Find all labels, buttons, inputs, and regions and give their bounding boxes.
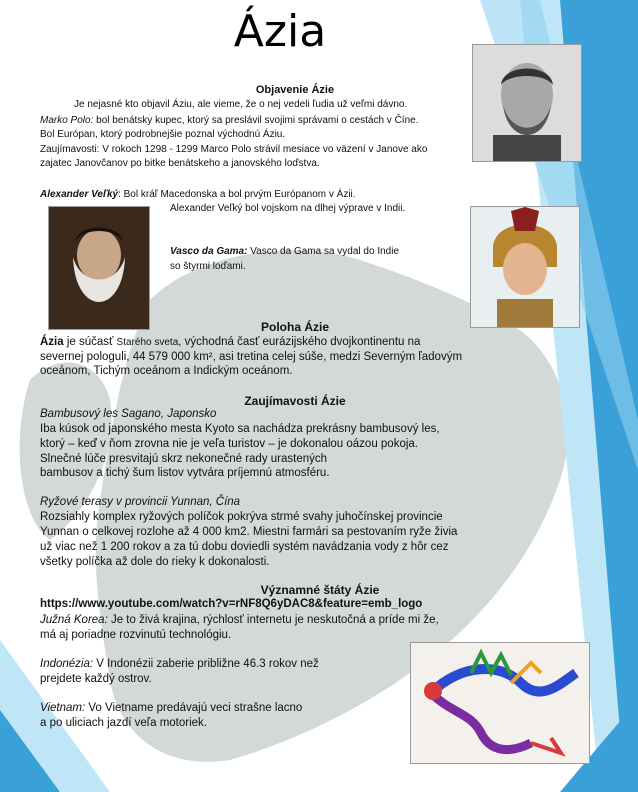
bamboo-line-1: Iba kúsok od japonského mesta Kyoto sa nachádza prekrásny bambusový les, [40,423,440,435]
alex-text: : Bol kráľ Macedonska a bol prvým Európanom v Ázii. [118,189,356,200]
alex-line-1 [40,188,470,202]
bamboo-line-3: Slnečné lúče presvitajú skrz nekonečné rady urastených [40,453,328,465]
rice-line-2: Yunnan o celkovej rozlohe až 4 000 km2. Miestni farmári sa pestovaním ryže živia [40,526,458,538]
viet-text: Vo Vietname predávajú veci strašne lacno [85,702,303,714]
viet-line-2: a po uliciach jazdí veľa motoriek. [40,717,207,729]
heading-interesting: Zaujímavosti Ázie [244,394,346,408]
rice-line-4: všetky políčka až dole do rieky k dokonalosti. [40,556,270,568]
rice-line-3: už viac než 1 200 rokov a za tú dobu doviedli systém navádzania vody z hôr cez [40,541,449,553]
marco-line-1 [40,114,470,128]
marco-text: bol benátsky kupec, ktorý sa preslávil svojimi správami o cestách v Číne. [93,115,419,126]
vasco-text: Vasco da Gama sa vydal do Indie [247,246,400,257]
korea-text: Je to živá krajina, rýchlosť internetu je neskutočná a príde mi že, [107,614,439,626]
youtube-link[interactable]: https://www.youtube.com/watch?v=rNF8Q6yDAC8&feature=emb_logo [40,598,423,610]
heading-discovery: Objavenie Ázie [255,84,335,96]
alex-line-2: Alexander Veľký bol vojskom na dlhej výprave v Indii. [170,203,406,214]
viet-name: Vietnam: [40,702,86,714]
indo-line-1 [40,657,400,672]
alex-name: Alexander Veľký [40,189,119,200]
discovery-intro: Je nejasné kto objavil Áziu, ale vieme, že o nej vedeli ľudia už veľmi dávno. [74,99,408,110]
indo-text: V Indonézii zaberie približne 46.3 rokov než [93,658,319,670]
bamboo-title: Bambusový les Sagano, Japonsko [40,408,217,420]
bamboo-line-4: bambusov a tichý šum listov vytvára príjemnú atmosféru. [40,467,330,479]
location-rest: , východná časť eurázijského dvojkontinentu na [178,336,421,348]
vasco-line-1 [170,245,460,259]
location-azia: Ázia [40,336,64,348]
heading-location: Poloha Ázie [260,320,329,334]
marco-line-3: Zaujímavosti: V rokoch 1298 - 1299 Marco Polo strávil mesiace vo väzení v Janove ako [40,144,428,155]
korea-line-2: má aj poriadne rozvinutú technológiu. [40,629,232,641]
marco-polo-portrait [472,44,582,162]
korea-line-1 [40,613,510,628]
location-line-1 [40,335,470,350]
indo-name: Indonézia: [40,658,94,670]
indo-line-2: prejdete každý ostrov. [40,673,152,685]
heading-states: Významné štáty Ázie [260,583,380,597]
vasco-name: Vasco da Gama: [170,246,248,257]
bamboo-line-2: ktorý – keď v ňom zrovna nie je veľa turistov – je dokonalou oázou pokoja. [40,438,418,450]
page-title: Ázia [233,6,327,57]
location-line-2: severnej pologuli, 44 579 000 km², asi tretina celej súše, medzi Severným ľadovým [40,351,463,363]
marco-line-2: Bol Európan, ktorý podrobnejšie poznal východnú Áziu. [40,129,286,140]
viet-line-1 [40,701,400,716]
rice-title: Ryžové terasy v provincii Yunnan, Čína [40,496,241,508]
rice-line-1: Rozsiahly komplex ryžových políčok pokrýva strmé svahy juhočínskej provincie [40,511,443,523]
vasco-line-2: so štyrmi loďami. [170,261,246,272]
korea-name: Južná Korea: [40,614,108,626]
location-je-sucast: je súčasť [63,336,117,348]
location-stareho-sveta: Starého sveta [116,337,179,348]
alexander-portrait [470,206,580,328]
vasco-da-gama-portrait [48,206,150,330]
dragon-drawing [410,642,590,764]
location-line-3: oceánom, Tichým oceánom a Indickým oceánom. [40,365,293,377]
marco-line-4: zajatec Janovčanov po bitke benátskeho a janovského loďstva. [40,158,320,169]
marco-name: Marko Polo: [40,115,94,126]
